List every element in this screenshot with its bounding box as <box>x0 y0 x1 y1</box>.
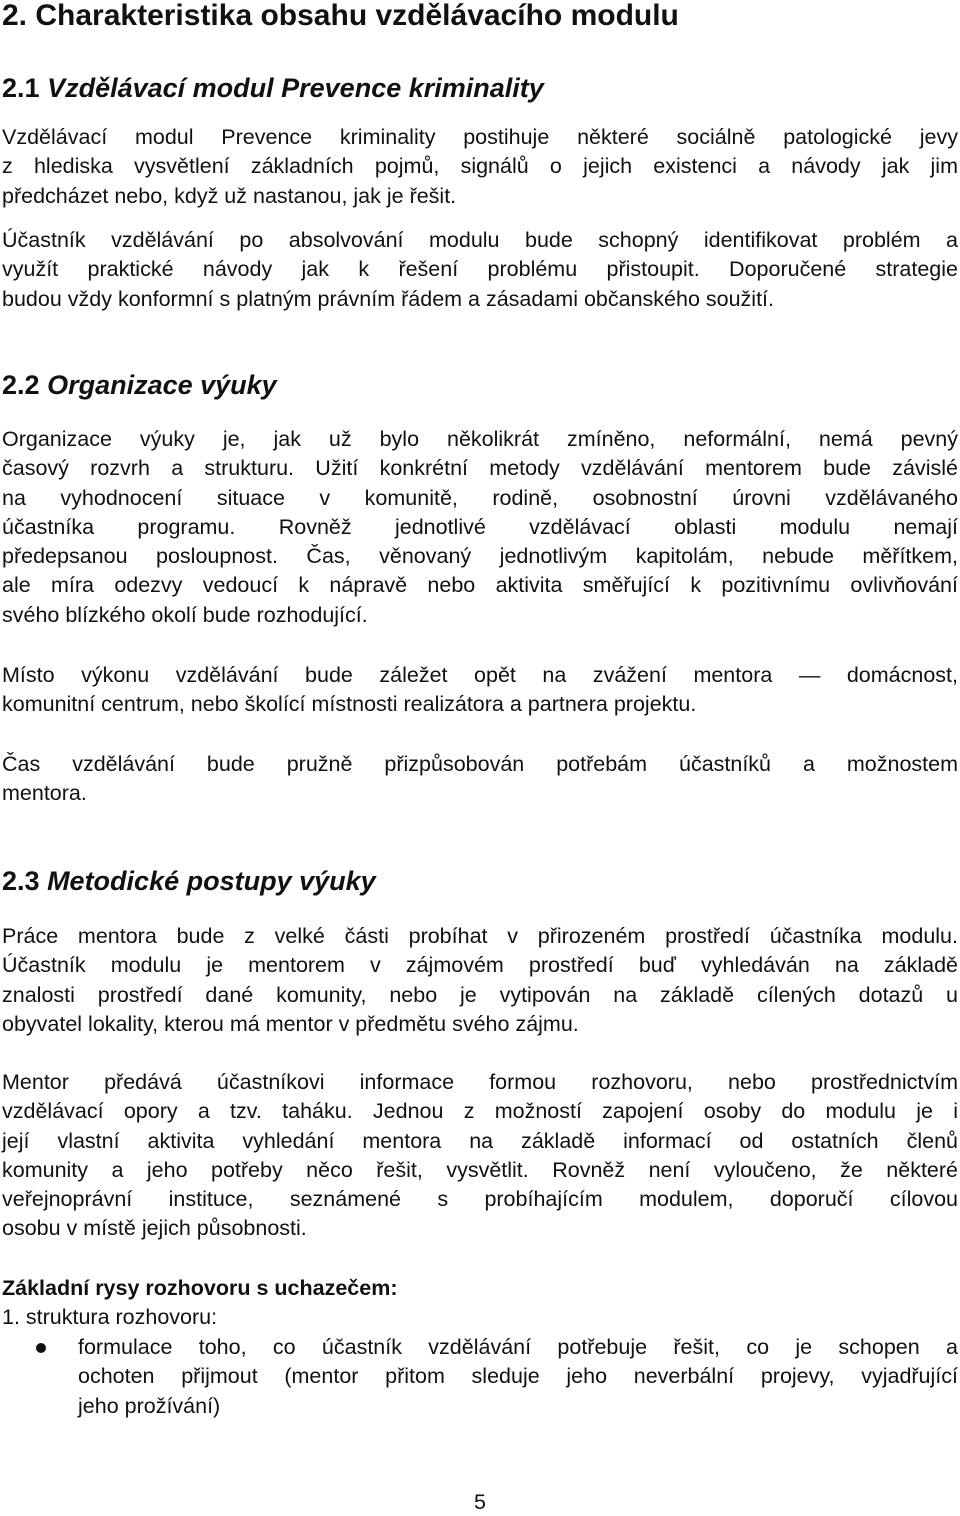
text-line: ochoten přijmout (mentor přitom sleduje jeho neverbální projevy, vyjadřující <box>78 1364 958 1389</box>
text-line: využít praktické návody jak k řešení problému přistoupit. Doporučené strategie <box>2 257 958 282</box>
text-line: její vlastní aktivita vyhledání mentora na základě informací od ostatních členů <box>2 1128 958 1153</box>
text-line: účastníka programu. Rovněž jednotlivé vzdělávací oblasti modulu nemají <box>2 514 958 539</box>
text-line: předepsanou posloupnost. Čas, věnovaný jednotlivým kapitolám, nebude měřítkem, <box>2 544 958 569</box>
text-line: znalosti prostředí dané komunity, nebo je vytipován na základě cílených dotazů u <box>2 982 958 1007</box>
text-line: veřejnoprávní instituce, seznámené s probíhajícím modulem, doporučí cílovou <box>2 1187 958 1212</box>
text-line: svého blízkého okolí bude rozhodující. <box>2 602 368 627</box>
text-line: osobu v místě jejich působnosti. <box>2 1216 307 1241</box>
text-line: na vyhodnocení situace v komunitě, rodině, osobnostní úrovni vzdělávaného <box>2 485 958 510</box>
text-line: časový rozvrh a strukturu. Užití konkrétní metody vzdělávání mentorem bude závislé <box>2 456 958 481</box>
list-item-structure: 1. struktura rozhovoru: <box>2 1305 218 1329</box>
bullet-text <box>78 1333 958 1421</box>
text-line: Organizace výuky je, jak už bylo několikrát zmíněno, neformální, nemá pevný <box>2 427 958 451</box>
text-line: předcházet nebo, když už nastanou, jak je řešit. <box>2 183 457 208</box>
bullet-icon <box>36 1343 46 1353</box>
text-line: obyvatel lokality, kterou má mentor v předmětu svého zájmu. <box>2 1011 579 1036</box>
text-line: Účastník vzdělávání po absolvování modulu bude schopný identifikovat problém a <box>2 228 958 252</box>
text-line: z hlediska vysvětlení základních pojmů, signálů o jejich existenci a návody jak jim <box>2 154 958 179</box>
section-number: 2.1 <box>2 73 40 103</box>
paragraph-2-2-time <box>2 750 958 809</box>
text-line: Místo výkonu vzdělávání bude záležet opět na zvážení mentora — domácnost, <box>2 663 958 687</box>
paragraph-2-1-outcome <box>2 226 958 314</box>
paragraph-2-2-place <box>2 661 958 720</box>
section-heading-2-2 <box>2 369 958 401</box>
text-line: komunitní centrum, nebo školící místnosti realizátora a partnera projektu. <box>2 692 697 717</box>
text-line: vzdělávací opory a tzv. taháku. Jednou z možností zapojení osoby do modulu je i <box>2 1099 958 1124</box>
text-line: budou vždy konformní s platným právním řádem a zásadami občanského soužití. <box>2 286 774 311</box>
text-line: Mentor předává účastníkovi informace formou rozhovoru, nebo prostřednictvím <box>2 1070 958 1094</box>
section-title: Vzdělávací modul Prevence kriminality <box>47 73 544 103</box>
text-line: Vzdělávací modul Prevence kriminality postihuje některé sociálně patologické jevy <box>2 125 958 149</box>
page-number: 5 <box>474 1490 486 1514</box>
text-line: Čas vzdělávání bude pružně přizpůsobován potřebám účastníků a možnostem <box>2 752 958 776</box>
text-line: Práce mentora bude z velké části probíhat v přirozeném prostředí účastníka modulu. <box>2 924 958 948</box>
paragraph-2-3-mentor <box>2 1068 958 1244</box>
text-line: jeho prožívání) <box>78 1393 221 1418</box>
section-number: 2.3 <box>2 866 40 896</box>
paragraph-2-2-organization <box>2 425 958 630</box>
text-line: ale míra odezvy vedoucí k nápravě nebo aktivita směřující k pozitivnímu ovlivňování <box>2 573 958 598</box>
text-line: komunity a jeho potřeby něco řešit, vysvětlit. Rovněž není vyloučeno, že některé <box>2 1157 958 1182</box>
section-title: Organizace výuky <box>47 370 277 400</box>
text-line: formulace toho, co účastník vzdělávání potřebuje řešit, co je schopen a <box>78 1335 958 1359</box>
section-heading-2-3 <box>2 865 958 897</box>
text-line: Účastník modulu je mentorem v zájmovém prostředí buď vyhledáván na základě <box>2 953 958 978</box>
section-title: Metodické postupy výuky <box>47 866 376 896</box>
text-line: mentora. <box>2 781 87 806</box>
section-heading-2-1 <box>2 72 958 104</box>
chapter-heading: 2. Charakteristika obsahu vzdělávacího modulu <box>2 0 679 32</box>
interview-heading: Základní rysy rozhovoru s uchazečem: <box>2 1276 398 1300</box>
paragraph-2-3-environment <box>2 922 958 1039</box>
paragraph-2-1-intro <box>2 123 958 211</box>
section-number: 2.2 <box>2 370 40 400</box>
